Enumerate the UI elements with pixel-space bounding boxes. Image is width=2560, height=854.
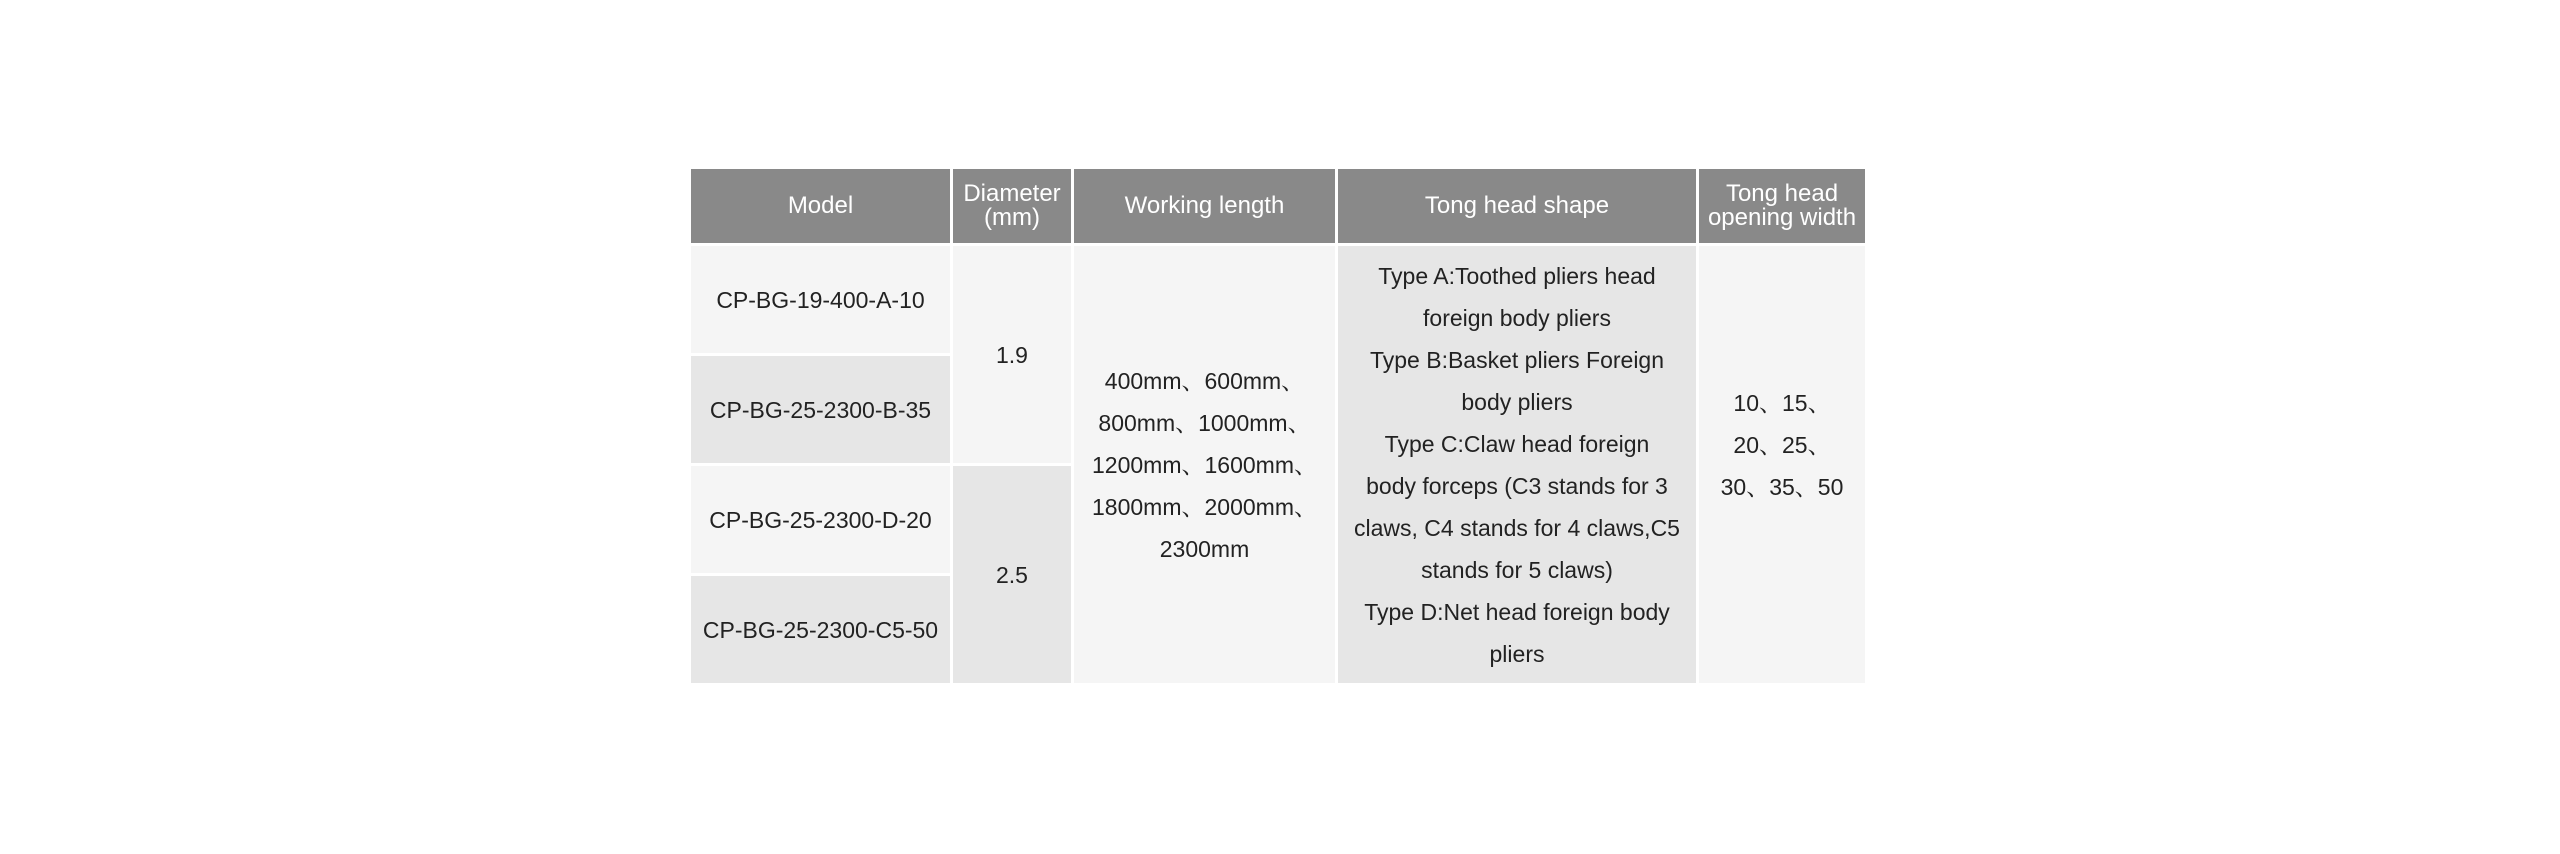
tong-head-shape-line: Type C:Claw head foreign	[1384, 430, 1650, 457]
working-length-line: 800mm、1000mm、	[1098, 409, 1311, 436]
model-cell: CP-BG-25-2300-C5-50	[691, 576, 950, 683]
model-cell: CP-BG-19-400-A-10	[691, 246, 950, 353]
tong-head-shape-line: stands for 5 claws)	[1421, 556, 1613, 583]
header-diameter-line: Diameter	[963, 180, 1061, 207]
diameter-cell: 1.9	[953, 246, 1071, 463]
opening-width-line: 20、25、	[1733, 432, 1831, 458]
tong-head-shape-line: body forceps (C3 stands for 3	[1366, 472, 1668, 499]
model-cell: CP-BG-25-2300-D-20	[691, 466, 950, 573]
tong-head-shape-line: pliers	[1489, 640, 1545, 667]
working-length-cell	[1074, 246, 1335, 683]
diameter-cell: 2.5	[953, 466, 1071, 683]
tong-head-shape-line: Type D:Net head foreign body	[1364, 598, 1670, 625]
model-cell: CP-BG-25-2300-B-35	[691, 356, 950, 463]
header-row	[691, 169, 1865, 243]
product-spec-table	[688, 166, 1868, 686]
header-opening-width	[1699, 169, 1865, 243]
tong-head-shape-cell	[1338, 246, 1696, 683]
header-opening-width-line: Tong head	[1725, 180, 1839, 207]
tong-head-shape-line: body pliers	[1461, 388, 1573, 415]
table-row	[691, 246, 1865, 353]
tong-head-shape-line: foreign body pliers	[1423, 304, 1611, 331]
working-length-line: 1200mm、1600mm、	[1092, 451, 1317, 478]
working-length-line: 400mm、600mm、	[1104, 367, 1305, 394]
header-diameter	[953, 169, 1071, 243]
header-tong-head-shape: Tong head shape	[1338, 169, 1696, 243]
tong-head-shape-line: Type B:Basket pliers Foreign	[1369, 346, 1665, 373]
opening-width-line: 30、35、50	[1720, 474, 1844, 500]
header-diameter-line: (mm)	[984, 204, 1040, 231]
header-opening-width-line: opening width	[1707, 204, 1857, 231]
header-model: Model	[691, 169, 950, 243]
working-length-line: 2300mm	[1159, 535, 1250, 562]
tong-head-shape-line: Type A:Toothed pliers head	[1378, 262, 1656, 289]
working-length-line: 1800mm、2000mm、	[1092, 493, 1317, 520]
tong-head-shape-line: claws, C4 stands for 4 claws,C5	[1354, 514, 1680, 541]
opening-width-line: 10、15、	[1733, 390, 1831, 416]
header-working-length: Working length	[1074, 169, 1335, 243]
opening-width-cell	[1699, 246, 1865, 683]
